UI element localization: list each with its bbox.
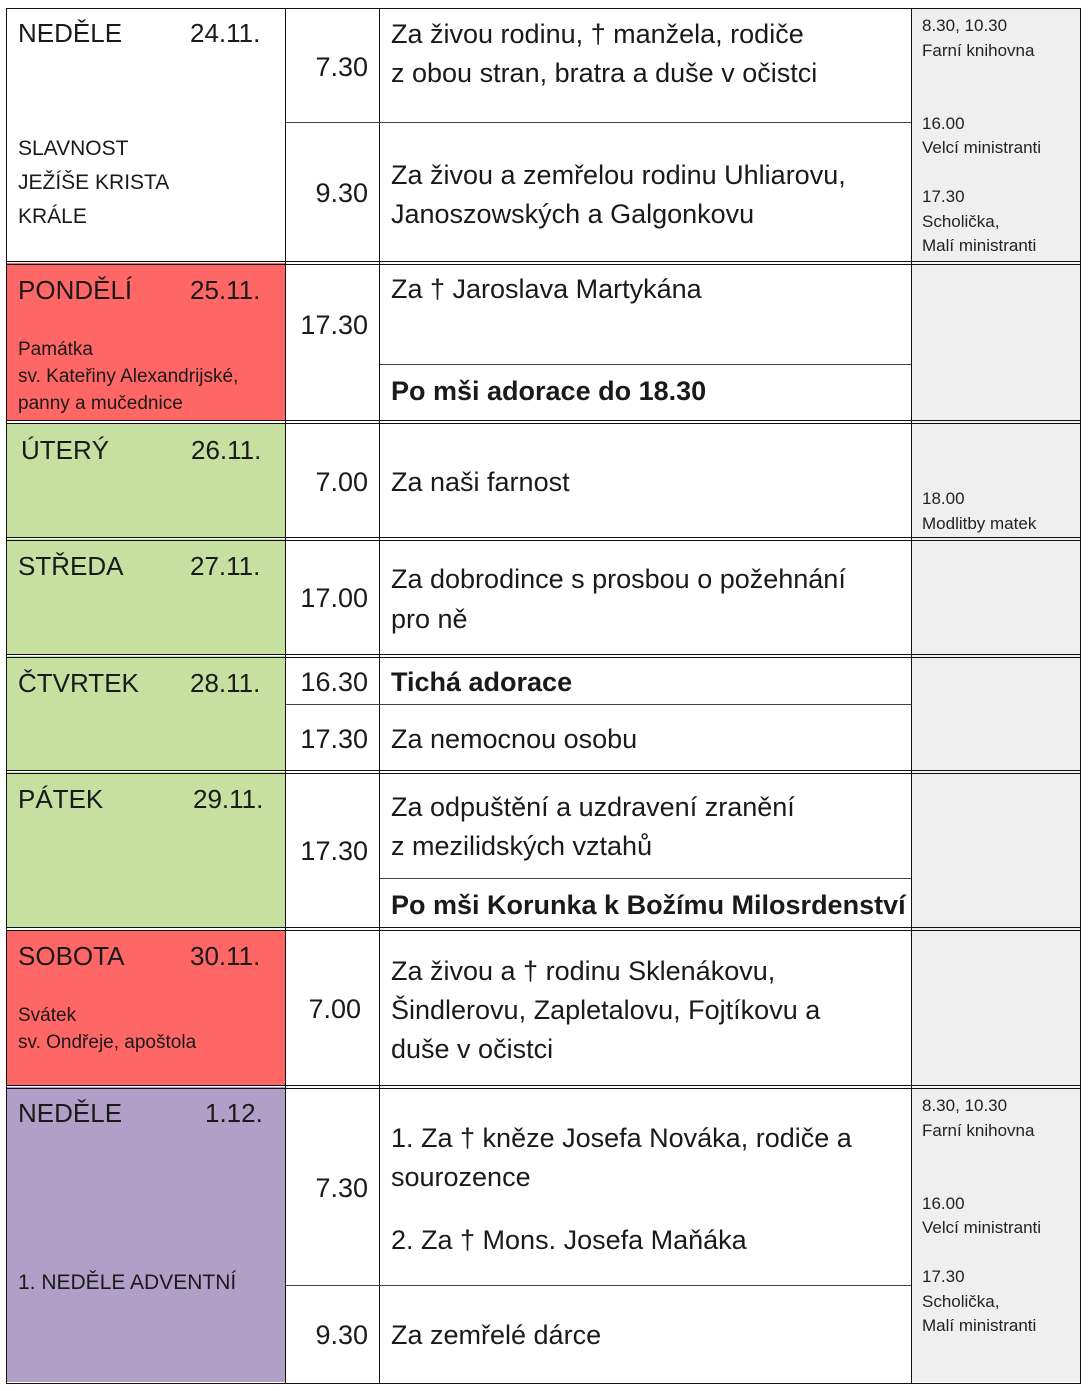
day-bg-sunday-2 [7,1087,286,1382]
day-name: ČTVRTEK [18,668,139,698]
feast-line-1: SLAVNOST [18,137,129,160]
day-date: 27.11. [190,551,261,581]
day-date: 28.11. [190,668,261,698]
adoration-note: Po mši adorace do 18.30 [391,376,707,406]
mass-intention-line: Za dobrodince s prosbou o požehnání [391,564,846,594]
note-text: Malí ministranti [922,1316,1037,1335]
mass-time: 7.00 [315,467,368,497]
note-text: Velcí ministranti [922,138,1042,157]
feast-line-3: panny a mučednice [18,393,183,414]
day-name: NEDĚLE [18,1098,123,1128]
note-time: 16.00 [922,114,965,133]
mass-intention-line: Za † Jaroslava Martykána [391,274,702,304]
day-name: PONDĚLÍ [18,275,133,305]
mass-time: 17.30 [300,724,368,754]
mass-time: 7.00 [308,994,361,1024]
day-date: 24.11. [190,18,261,48]
mass-time: 17.30 [300,310,368,340]
mass-intention-line: Šindlerovu, Zapletalovu, Fojtíkovu a [391,995,821,1025]
note-text: Modlitby matek [922,514,1037,533]
mass-time: 7.30 [315,1173,368,1203]
day-name: NEDĚLE [18,18,123,48]
mass-intention-line: Za odpuštění a uzdravení zranění [391,792,795,822]
mass-time: 9.30 [315,178,368,208]
day-date: 29.11. [193,784,264,814]
note-time: 18.00 [922,489,965,508]
feast-line-1: Svátek [18,1005,77,1026]
day-name: PÁTEK [18,784,104,814]
feast-line-1: 1. NEDĚLE ADVENTNÍ [18,1271,237,1294]
mass-time: 16.30 [300,667,368,697]
mass-time: 17.00 [300,583,368,613]
day-date: 1.12. [205,1098,263,1128]
mass-intention-line: Za naši farnost [391,467,570,497]
mass-intention-line: Za nemocnou osobu [391,724,638,754]
note-time: 8.30, 10.30 [922,1096,1008,1115]
note-time: 17.30 [922,187,965,206]
note-text: Scholička, [922,1292,1000,1311]
mass-intention-line: 1. Za † kněze Josefa Nováka, rodiče a [391,1123,852,1153]
note-text: Malí ministranti [922,236,1037,255]
note-time: 8.30, 10.30 [922,16,1008,35]
mass-intention-line: Za živou a zemřelou rodinu Uhliarovu, [391,160,846,190]
day-name: SOBOTA [18,941,125,971]
feast-line-2: JEŽÍŠE KRISTA [18,171,170,194]
mass-time: 7.30 [315,52,368,82]
note-time: 17.30 [922,1267,965,1286]
feast-line-2: sv. Ondřeje, apoštola [18,1032,197,1053]
note-text: Farní knihovna [922,1121,1035,1140]
adoration-note: Tichá adorace [391,667,573,697]
mass-intention-line: Za živou rodinu, † manžela, rodiče [391,19,804,49]
mass-intention-line: Janoszowských a Galgonkovu [391,199,755,229]
note-text: Farní knihovna [922,41,1035,60]
mass-time: 9.30 [315,1320,368,1350]
feast-line-2: sv. Kateřiny Alexandrijské, [18,366,239,387]
chaplet-note: Po mši Korunka k Božímu Milosrdenství [391,890,906,920]
mass-intention-line: Za živou a † rodinu Sklenákovu, [391,956,776,986]
day-name: ÚTERÝ [21,435,110,465]
day-date: 30.11. [190,941,261,971]
note-time: 16.00 [922,1194,965,1213]
mass-intention-line: pro ně [391,604,468,634]
mass-time: 17.30 [300,836,368,866]
feast-line-3: KRÁLE [18,205,87,228]
mass-intention-line: Za zemřelé dárce [391,1320,602,1350]
mass-intention-line: 2. Za † Mons. Josefa Maňáka [391,1225,747,1255]
mass-intention-line: z obou stran, bratra a duše v očistci [391,58,818,88]
day-date: 26.11. [191,435,262,465]
feast-line-1: Památka [18,339,93,360]
mass-intention-line: duše v očistci [391,1034,554,1064]
notes-bg-2 [912,263,1080,1085]
mass-intention-line: sourozence [391,1162,531,1192]
note-text: Scholička, [922,212,1000,231]
mass-intention-line: z mezilidských vztahů [391,831,653,861]
day-name: STŘEDA [18,551,124,581]
day-date: 25.11. [190,275,261,305]
note-text: Velcí ministranti [922,1218,1042,1237]
